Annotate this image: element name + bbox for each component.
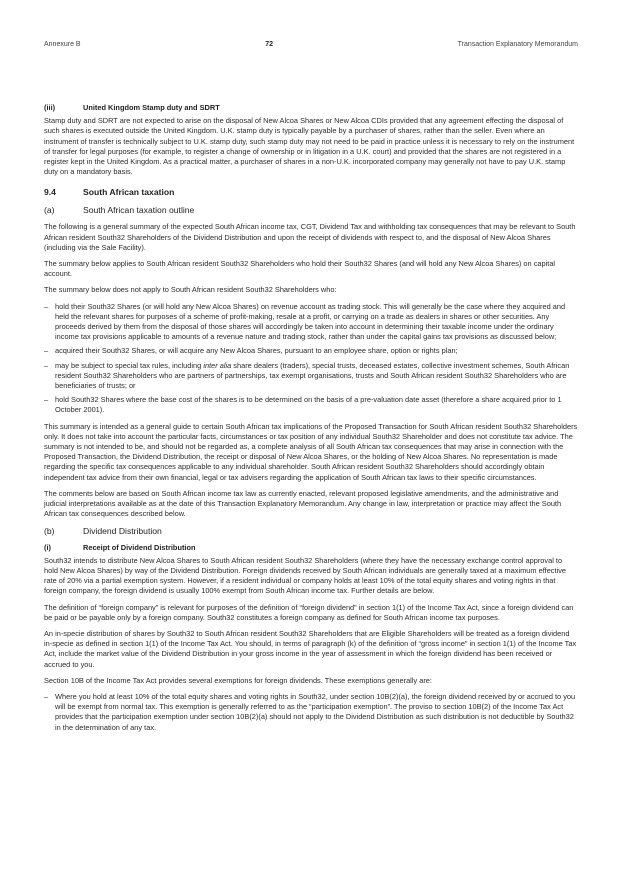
paragraph-outline-1: The following is a general summary of the expected South African income tax, CGT, Dividend Tax and withholding tax consequences that may be relevant to South African resident South32 Shareholders of the Dividend Distribution and upon the receipt of dividends with respect to, and the disposal of New Alcoa Shares (including via the Sale Facility). bbox=[44, 222, 576, 252]
list-item: – hold South32 Shares where the base cost of the shares is to be determined on the basis of a pre-valuation date asset (therefore a share acquired prior to 1 October 2001). bbox=[44, 395, 562, 415]
paragraph-uk-stamp-duty: Stamp duty and SDRT are not expected to arise on the disposal of New Alcoa Shares or New Alcoa CDIs provided that any agreement effecting the disposal of such shares is executed outside the United Kingdom. U.K. stamp duty is typically payable by a purchaser of shares, rather than the seller. Even where an instrument of transfer is technically subject to U.K. stamp duty, such stamp duty may not need to be paid in practice unless it is necessary to rely on the instrument of transfer for legal purposes (for example, to register a change of ownership or in litigation in a U.K. court) and provided that the shares are not registered in a register kept in the United Kingdom. As a practical matter, a purchaser of shares in a non-U.K. incorporated company may generally not have to pay U.K. stamp duty on a mandatory basis. bbox=[44, 116, 575, 177]
paragraph-receipt-4: Section 10B of the Income Tax Act provides several exemptions for foreign dividends. These exemptions generally are: bbox=[44, 675, 432, 685]
exclusion-list bbox=[44, 302, 578, 416]
exemption-list bbox=[44, 692, 578, 733]
list-item: – hold their South32 Shares (or will hold any New Alcoa Shares) on revenue account as trading stock. This will generally be the case where they acquired and held the relevant shares for purposes of a scheme of profit-making, resale at a profit, or carrying on a trade as dealers in shares or other securities. Any proceeds derived by them from the disposal of those shares will accordingly be taken into account in determining their taxable income under the ordinary income tax provisions applicable to amounts of a revenue nature and trading stock, rather than under the capital gains tax provisions as discussed below; bbox=[44, 301, 566, 342]
heading-sa-taxation-outline: (a) South African taxation outline bbox=[44, 205, 195, 216]
list-item: – acquired their South32 Shares, or will acquire any New Alcoa Shares, pursuant to an employee share, option or rights plan; bbox=[44, 346, 458, 356]
heading-dividend-distribution: (b) Dividend Distribution bbox=[44, 525, 162, 536]
paragraph-receipt-3: An in-specie distribution of shares by South32 to South African resident South32 Shareholders that are Eligible Shareholders will be treated as a foreign dividend in-specie as defined in section 1(1) of the Income Tax Act. You should, in terms of paragraph (k) of the definition of “gross income” in section 1(1) of the Income Tax Act, include the market value of the Dividend Distribution in your gross income in the year of assessment in which the foreign dividend has been received or accrued to you. bbox=[44, 628, 577, 669]
paragraph-receipt-2: The definition of “foreign company” is relevant for purposes of the definition of “foreign dividend” in section 1(1) of the Income Tax Act, since a foreign dividend can be paid or be payable only by a foreign company. South32 constitutes a foreign company as defined for South African income tax purposes. bbox=[44, 602, 574, 622]
header-right: Transaction Explanatory Memorandum bbox=[457, 41, 578, 48]
paragraph-receipt-1: South32 intends to distribute New Alcoa Shares to South African resident South32 Shareholders (where they have the necessary exchange control approval to hold New Alcoa Shares) by way of the Dividend Distribution. Foreign dividends received by South African individuals are generally taxed at a maximum effective rate of 20% via a partial exemption system. However, if a resident individual or company holds at least 10% of the total equity shares and voting rights in that foreign company, the foreign dividend is usually 100% exempt from South African income tax. Further details are below. bbox=[44, 555, 566, 596]
paragraph-outline-3: The summary below does not apply to South African resident South32 Shareholders who: bbox=[44, 285, 337, 295]
heading-receipt-dividend-distribution: (i) Receipt of Dividend Distribution bbox=[44, 542, 196, 552]
paragraph-outline-5: The comments below are based on South African income tax law as currently enacted, relevant proposed legislative amendments, and the administrative and judicial interpretations available as at the date of this Transaction Explanatory Memorandum. Any change in law, interpretation or practice may affect the South African tax consequences described below. bbox=[44, 488, 562, 519]
heading-south-african-taxation: 9.4 South African taxation bbox=[44, 187, 175, 198]
header-left: Annexure B bbox=[44, 41, 81, 48]
page-header bbox=[44, 40, 578, 50]
list-item: – may be subject to special tax rules, including inter alia share dealers (traders), special trusts, deceased estates, collective investment schemes, South African resident South32 Shareholders who are partners of partnerships, tax exempt organisations, trusts and South African resident South32 Shareholders who are beneficiaries of trusts; or bbox=[44, 360, 570, 391]
heading-uk-stamp-duty: (iii) United Kingdom Stamp duty and SDRT bbox=[44, 103, 220, 112]
paragraph-outline-2: The summary below applies to South African resident South32 Shareholders who hold their South32 Shares (and will hold any New Alcoa Shares) on capital account. bbox=[44, 259, 556, 279]
paragraph-outline-4: This summary is intended as a general guide to certain South African tax implications of the Proposed Transaction for South African resident South32 Shareholders only. It does not take into account the particular facts, circumstances or tax position of any individual South32 Shareholder and does not constitute tax advice. The summary is not intended to be, and should not be regarded as, a complete analysis of all South African tax consequences that may arise in connection with the Proposed Transaction, the Dividend Distribution, the receipt or disposal of New Alcoa Shares, or the holding of New Alcoa Shares. No representation is made regarding the specific tax consequences applicable to any individual shareholder. South African resident South32 Shareholders should accordingly obtain independent tax advice from their own financial, legal or tax advisers regarding the application of South African tax laws to their specific circumstances. bbox=[44, 421, 578, 482]
list-item: – Where you hold at least 10% of the total equity shares and voting rights in South32, under section 10B(2)(a), the foreign dividend received by or accrued to you will be exempt from normal tax. This exemption is generally referred to as the “participation exemption”. The proviso to section 10B(2) of the Income Tax Act provides that the participation exemption under section 10B(2)(a) should not apply to the Dividend Distribution as such distribution is not deductible by South32 in the determination of any tax. bbox=[44, 691, 576, 732]
page-number: 72 bbox=[265, 41, 274, 48]
